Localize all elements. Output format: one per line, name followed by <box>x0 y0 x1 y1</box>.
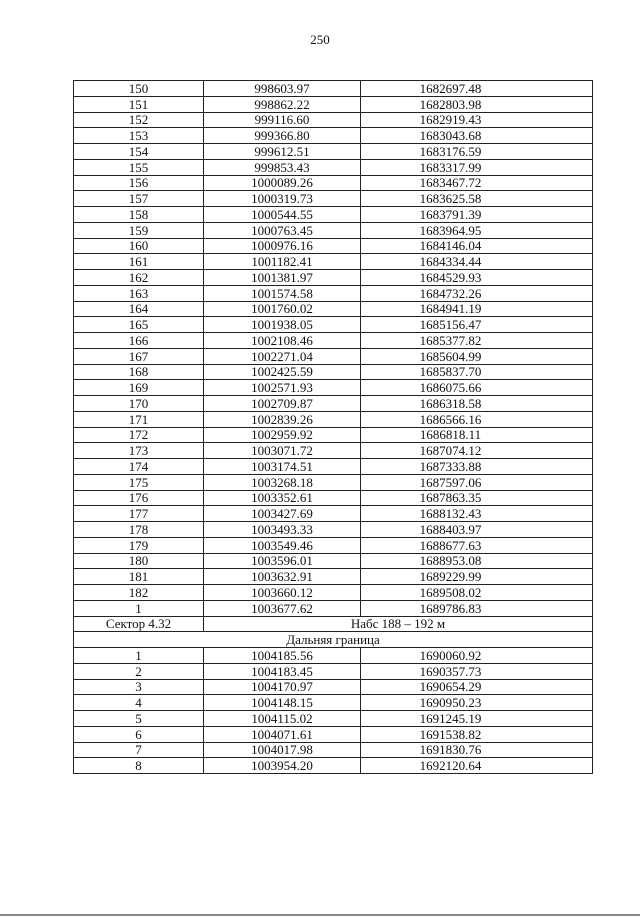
table-row <box>74 159 593 175</box>
y-coordinate: 1682803.98 <box>361 96 593 112</box>
x-coordinate: 1000763.45 <box>204 222 361 238</box>
point-number: 181 <box>74 569 204 585</box>
y-coordinate: 1692120.64 <box>361 758 593 774</box>
y-coordinate: 1682697.48 <box>361 81 593 97</box>
y-coordinate: 1683467.72 <box>361 175 593 191</box>
point-number: 166 <box>74 333 204 349</box>
x-coordinate: 1003954.20 <box>204 758 361 774</box>
y-coordinate: 1688403.97 <box>361 522 593 538</box>
table-row <box>74 443 593 459</box>
point-number: 172 <box>74 427 204 443</box>
table-row <box>74 726 593 742</box>
y-coordinate: 1683176.59 <box>361 144 593 160</box>
y-coordinate: 1684146.04 <box>361 238 593 254</box>
point-number: 150 <box>74 81 204 97</box>
x-coordinate: 998603.97 <box>204 81 361 97</box>
x-coordinate: 1002571.93 <box>204 380 361 396</box>
x-coordinate: 1002839.26 <box>204 411 361 427</box>
y-coordinate: 1687074.12 <box>361 443 593 459</box>
x-coordinate: 999116.60 <box>204 112 361 128</box>
table-row <box>74 222 593 238</box>
table-row <box>74 663 593 679</box>
x-coordinate: 998862.22 <box>204 96 361 112</box>
table-row <box>74 285 593 301</box>
x-coordinate: 1003596.01 <box>204 553 361 569</box>
y-coordinate: 1686818.11 <box>361 427 593 443</box>
table-row <box>74 396 593 412</box>
x-coordinate: 1004185.56 <box>204 648 361 664</box>
sector-section <box>74 616 593 648</box>
x-coordinate: 1004115.02 <box>204 711 361 727</box>
table-row <box>74 238 593 254</box>
sector-label: Сектор 4.32 <box>74 616 204 632</box>
x-coordinate: 1003268.18 <box>204 474 361 490</box>
table-row <box>74 96 593 112</box>
sector-row <box>74 616 593 632</box>
x-coordinate: 1000089.26 <box>204 175 361 191</box>
point-number: 167 <box>74 348 204 364</box>
y-coordinate: 1684941.19 <box>361 301 593 317</box>
point-number: 169 <box>74 380 204 396</box>
x-coordinate: 1002271.04 <box>204 348 361 364</box>
point-number: 1 <box>74 648 204 664</box>
table-row <box>74 474 593 490</box>
y-coordinate: 1684732.26 <box>361 285 593 301</box>
table-row <box>74 569 593 585</box>
y-coordinate: 1683964.95 <box>361 222 593 238</box>
table-row <box>74 758 593 774</box>
x-coordinate: 1003071.72 <box>204 443 361 459</box>
table-row <box>74 711 593 727</box>
x-coordinate: 1004017.98 <box>204 742 361 758</box>
point-number: 182 <box>74 585 204 601</box>
y-coordinate: 1690357.73 <box>361 663 593 679</box>
point-number: 152 <box>74 112 204 128</box>
table-row <box>74 112 593 128</box>
point-number: 1 <box>74 600 204 616</box>
point-number: 154 <box>74 144 204 160</box>
table-row <box>74 490 593 506</box>
y-coordinate: 1689508.02 <box>361 585 593 601</box>
table-row <box>74 348 593 364</box>
point-number: 164 <box>74 301 204 317</box>
table-row <box>74 537 593 553</box>
table-row <box>74 301 593 317</box>
boundary-heading: Дальняя граница <box>74 632 593 648</box>
y-coordinate: 1690654.29 <box>361 679 593 695</box>
table-row <box>74 333 593 349</box>
y-coordinate: 1685377.82 <box>361 333 593 349</box>
coordinates-rows-lower <box>74 648 593 774</box>
x-coordinate: 1000976.16 <box>204 238 361 254</box>
table-row <box>74 585 593 601</box>
point-number: 8 <box>74 758 204 774</box>
x-coordinate: 1000319.73 <box>204 191 361 207</box>
point-number: 155 <box>74 159 204 175</box>
x-coordinate: 1001938.05 <box>204 317 361 333</box>
point-number: 168 <box>74 364 204 380</box>
y-coordinate: 1688677.63 <box>361 537 593 553</box>
y-coordinate: 1686075.66 <box>361 380 593 396</box>
point-number: 175 <box>74 474 204 490</box>
y-coordinate: 1685837.70 <box>361 364 593 380</box>
point-number: 5 <box>74 711 204 727</box>
point-number: 177 <box>74 506 204 522</box>
point-number: 173 <box>74 443 204 459</box>
x-coordinate: 1004148.15 <box>204 695 361 711</box>
boundary-heading-row <box>74 632 593 648</box>
point-number: 170 <box>74 396 204 412</box>
y-coordinate: 1687333.88 <box>361 459 593 475</box>
point-number: 161 <box>74 254 204 270</box>
point-number: 157 <box>74 191 204 207</box>
point-number: 158 <box>74 207 204 223</box>
table-row <box>74 679 593 695</box>
point-number: 3 <box>74 679 204 695</box>
table-row <box>74 742 593 758</box>
table-row <box>74 695 593 711</box>
point-number: 4 <box>74 695 204 711</box>
y-coordinate: 1687863.35 <box>361 490 593 506</box>
x-coordinate: 1003493.33 <box>204 522 361 538</box>
y-coordinate: 1691538.82 <box>361 726 593 742</box>
x-coordinate: 999612.51 <box>204 144 361 160</box>
table-row <box>74 317 593 333</box>
x-coordinate: 1002709.87 <box>204 396 361 412</box>
x-coordinate: 1001182.41 <box>204 254 361 270</box>
y-coordinate: 1688953.08 <box>361 553 593 569</box>
point-number: 6 <box>74 726 204 742</box>
x-coordinate: 1002108.46 <box>204 333 361 349</box>
y-coordinate: 1684334.44 <box>361 254 593 270</box>
y-coordinate: 1683043.68 <box>361 128 593 144</box>
point-number: 159 <box>74 222 204 238</box>
coordinates-table <box>73 80 593 774</box>
sector-height: Набс 188 – 192 м <box>204 616 593 632</box>
y-coordinate: 1684529.93 <box>361 270 593 286</box>
point-number: 151 <box>74 96 204 112</box>
table-row <box>74 364 593 380</box>
table-row <box>74 191 593 207</box>
x-coordinate: 1003352.61 <box>204 490 361 506</box>
y-coordinate: 1691830.76 <box>361 742 593 758</box>
x-coordinate: 1001381.97 <box>204 270 361 286</box>
y-coordinate: 1683625.58 <box>361 191 593 207</box>
table-row <box>74 411 593 427</box>
y-coordinate: 1690950.23 <box>361 695 593 711</box>
x-coordinate: 1004071.61 <box>204 726 361 742</box>
x-coordinate: 1001574.58 <box>204 285 361 301</box>
point-number: 174 <box>74 459 204 475</box>
point-number: 178 <box>74 522 204 538</box>
table-row <box>74 600 593 616</box>
x-coordinate: 1003549.46 <box>204 537 361 553</box>
y-coordinate: 1688132.43 <box>361 506 593 522</box>
x-coordinate: 1000544.55 <box>204 207 361 223</box>
y-coordinate: 1682919.43 <box>361 112 593 128</box>
x-coordinate: 999853.43 <box>204 159 361 175</box>
point-number: 160 <box>74 238 204 254</box>
point-number: 153 <box>74 128 204 144</box>
table-row <box>74 175 593 191</box>
point-number: 2 <box>74 663 204 679</box>
table-row <box>74 522 593 538</box>
table-row <box>74 459 593 475</box>
y-coordinate: 1686566.16 <box>361 411 593 427</box>
point-number: 163 <box>74 285 204 301</box>
table-row <box>74 380 593 396</box>
bottom-scan-edge <box>0 914 640 916</box>
y-coordinate: 1685604.99 <box>361 348 593 364</box>
table-row <box>74 254 593 270</box>
x-coordinate: 1001760.02 <box>204 301 361 317</box>
point-number: 156 <box>74 175 204 191</box>
x-coordinate: 1003660.12 <box>204 585 361 601</box>
y-coordinate: 1687597.06 <box>361 474 593 490</box>
x-coordinate: 1003677.62 <box>204 600 361 616</box>
y-coordinate: 1685156.47 <box>361 317 593 333</box>
page-number: 250 <box>310 32 330 47</box>
y-coordinate: 1686318.58 <box>361 396 593 412</box>
table-row <box>74 427 593 443</box>
point-number: 180 <box>74 553 204 569</box>
x-coordinate: 1002959.92 <box>204 427 361 443</box>
x-coordinate: 1003174.51 <box>204 459 361 475</box>
y-coordinate: 1689786.83 <box>361 600 593 616</box>
point-number: 171 <box>74 411 204 427</box>
x-coordinate: 1003427.69 <box>204 506 361 522</box>
table-row <box>74 128 593 144</box>
x-coordinate: 999366.80 <box>204 128 361 144</box>
y-coordinate: 1683317.99 <box>361 159 593 175</box>
x-coordinate: 1004170.97 <box>204 679 361 695</box>
coordinates-rows-upper <box>74 81 593 617</box>
table-row <box>74 144 593 160</box>
point-number: 165 <box>74 317 204 333</box>
table-row <box>74 553 593 569</box>
table-row <box>74 506 593 522</box>
table-row <box>74 81 593 97</box>
point-number: 7 <box>74 742 204 758</box>
y-coordinate: 1691245.19 <box>361 711 593 727</box>
x-coordinate: 1004183.45 <box>204 663 361 679</box>
y-coordinate: 1683791.39 <box>361 207 593 223</box>
point-number: 176 <box>74 490 204 506</box>
x-coordinate: 1003632.91 <box>204 569 361 585</box>
y-coordinate: 1689229.99 <box>361 569 593 585</box>
point-number: 179 <box>74 537 204 553</box>
point-number: 162 <box>74 270 204 286</box>
table-row <box>74 648 593 664</box>
table-row <box>74 207 593 223</box>
y-coordinate: 1690060.92 <box>361 648 593 664</box>
x-coordinate: 1002425.59 <box>204 364 361 380</box>
table-row <box>74 270 593 286</box>
